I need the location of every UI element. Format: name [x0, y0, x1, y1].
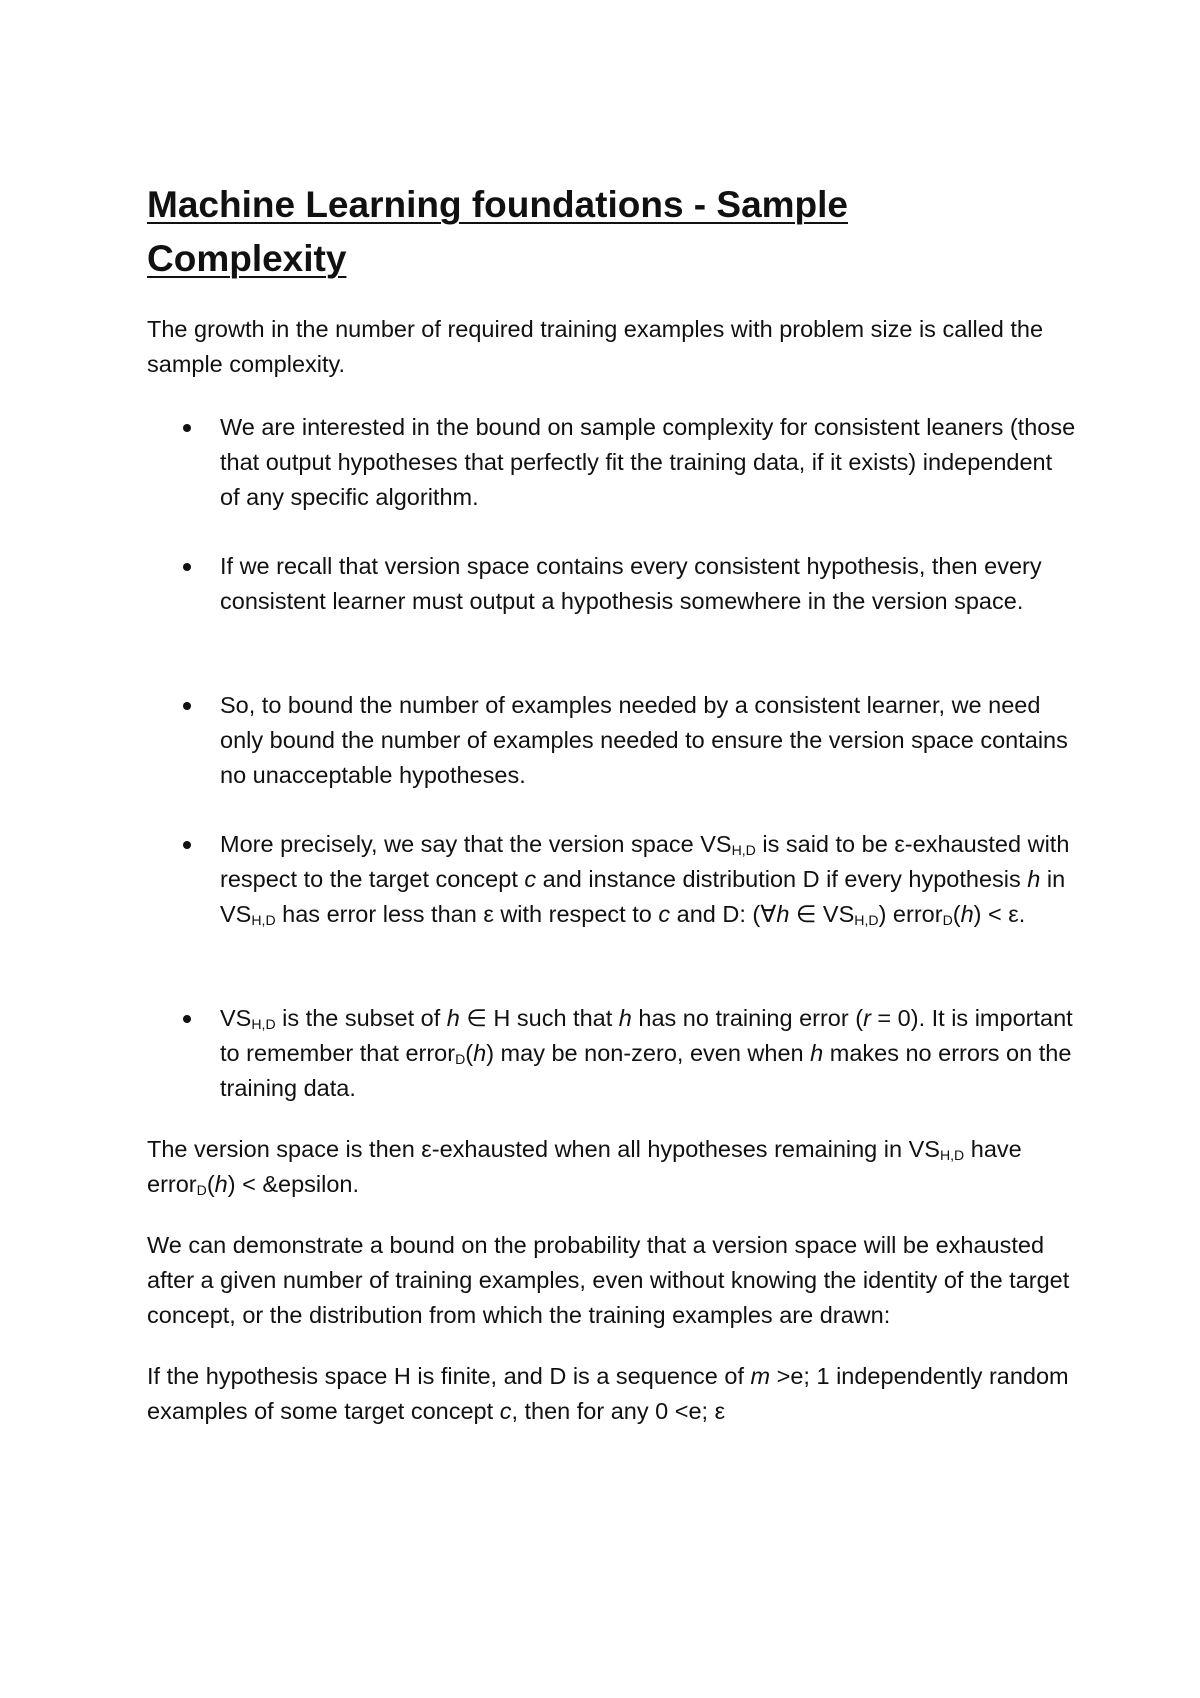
intro-paragraph: The growth in the number of required training examples with problem size is called the sample complexity.	[147, 316, 1044, 377]
document-page	[147, 178, 1077, 1429]
title-line-1: Machine Learning foundations - Sample	[147, 184, 849, 225]
bullet-item	[147, 1001, 1077, 1106]
bullet-text: If we recall that version space contains every consistent hypothesis, then every consistent learner must output a hypothesis somewhere in the version space.	[220, 553, 1042, 614]
bullet-icon	[183, 702, 191, 710]
bullet-list	[147, 410, 1077, 1106]
bullet-text: $VS_{H,D}$ is the subset of h ∈ H such that h has no training error (r = 0). It is important to remember that error$_D$(h) may be non-zero, even when h makes no errors on the training data.	[220, 1005, 1073, 1101]
bullet-icon	[183, 424, 191, 432]
bullet-icon	[183, 1015, 191, 1023]
bullet-text: More precisely, we say that the version space $VS_{H,D}$ is said to be ε-exhausted with respect to the target concept c and instance distribution D if every hypothesis h in $VS_{H,D}$ has error less than ε with respect to c and D: (∀h ∈ $VS_{H,D}$) error$_D$(h) < ε.	[220, 831, 1070, 928]
exhausted-paragraph: The version space is then ε-exhausted when all hypotheses remaining in $VS_{H,D}$ have error$_D$(h) < &epsilon.	[147, 1136, 1022, 1198]
bullet-icon	[183, 563, 191, 571]
page-title	[147, 178, 1077, 286]
bullet-text: We are interested in the bound on sample complexity for consistent leaners (those that output hypotheses that perfectly fit the training data, if it exists) independent of any specific algorithm.	[220, 414, 1076, 510]
bullet-item	[147, 688, 1077, 793]
bullet-item	[147, 549, 1077, 619]
finite-hypothesis-paragraph: If the hypothesis space H is finite, and D is a sequence of m >e; 1 independently random examples of some target concept c, then for any 0 <e; ε	[147, 1363, 1069, 1424]
bullet-item	[147, 827, 1077, 932]
title-line-2: Complexity	[147, 238, 347, 279]
bullet-text: So, to bound the number of examples needed by a consistent learner, we need only bound the number of examples needed to ensure the version space contains no unacceptable hypotheses.	[220, 692, 1068, 788]
bullet-item	[147, 410, 1077, 515]
demonstrate-paragraph: We can demonstrate a bound on the probability that a version space will be exhausted after a given number of training examples, even without knowing the identity of the target concept, or the distribution from which the training examples are drawn:	[147, 1232, 1070, 1328]
bullet-icon	[183, 841, 191, 849]
